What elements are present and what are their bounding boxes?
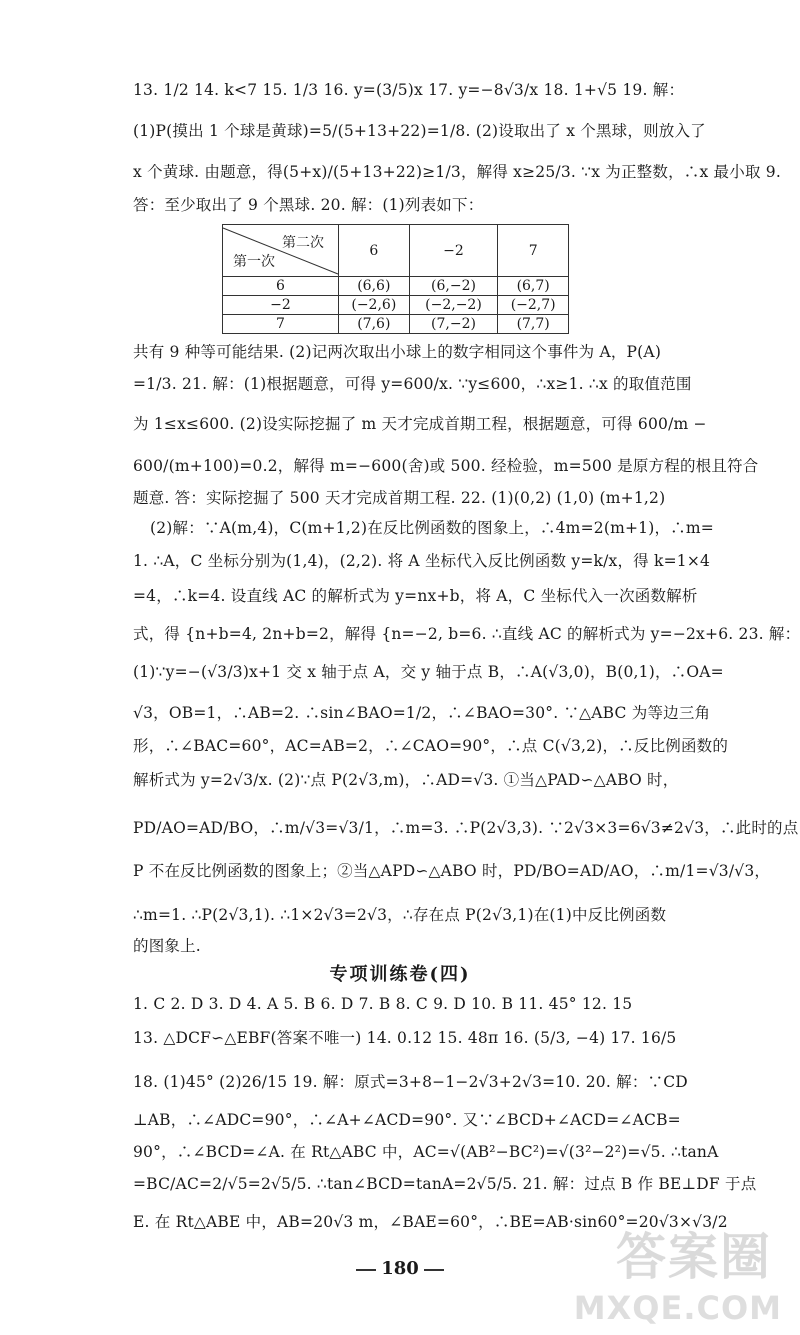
header-first-draw: 第一次 <box>233 253 275 270</box>
table-cell: (6,6) <box>339 277 410 296</box>
table-header-diagonal <box>223 228 338 274</box>
text-line: (1)∵y=−(√3/3)x+1 交 x 轴于点 A，交 y 轴于点 B，∴A(√3,0)，B(0,1)，∴OA= <box>133 663 724 681</box>
table-cell: (6,7) <box>498 277 569 296</box>
text-line: 13. △DCF∽△EBF(答案不唯一) 14. 0.12 15. 48π 16. (5/3, −4) 17. 16/5 <box>133 1029 677 1047</box>
text-line: 解析式为 y=2√3/x. (2)∵点 P(2√3,m)，∴AD=√3. ①当△PAD∽△ABO 时， <box>133 771 679 789</box>
page-number-dash-right <box>424 1269 444 1271</box>
text-line: 形，∴∠BAC=60°，AC=AB=2，∴∠CAO=90°，∴点 C(√3,2)，∴反比例函数的 <box>133 737 729 755</box>
page-number: 180 <box>381 1258 419 1279</box>
text-line: (1)P(摸出 1 个球是黄球)=5/(5+13+22)=1/8. (2)设取出了 x 个黑球，则放入了 <box>133 122 706 140</box>
text-line: 1. ∴A，C 坐标分别为(1,4)，(2,2). 将 A 坐标代入反比例函数 y=k/x，得 k=1×4 <box>133 552 711 570</box>
text-line: (2)解：∵A(m,4)，C(m+1,2)在反比例函数的图象上，∴4m=2(m+1)，∴m= <box>150 519 714 537</box>
table-cell: (−2,7) <box>498 296 569 315</box>
table-row <box>223 315 569 334</box>
text-line: 题意. 答：实际挖掘了 500 天才完成首期工程. 22. (1)(0,2) (1,0) (m+1,2) <box>133 489 666 507</box>
header-second-draw: 第二次 <box>282 234 324 251</box>
table-cell: (7,−2) <box>409 315 498 334</box>
text-line: =BC/AC=2/√5=2√5/5. ∴tan∠BCD=tanA=2√5/5. 21. 解：过点 B 作 BE⊥DF 于点 <box>133 1175 757 1193</box>
text-line: P 不在反比例函数的图象上；②当△APD∽△ABO 时，PD/BO=AD/AO，∴m/1=√3/√3， <box>133 862 771 880</box>
table-row <box>223 296 569 315</box>
outcome-table <box>222 224 569 334</box>
text-line: √3，OB=1，∴AB=2. ∴sin∠BAO=1/2，∴∠BAO=30°. ∵△ABC 为等边三角 <box>133 704 711 722</box>
text-line: 13. 1/2 14. k<7 15. 1/3 16. y=(3/5)x 17. y=−8√3/x 18. 1+√5 19. 解： <box>133 81 685 99</box>
text-line: =4，∴k=4. 设直线 AC 的解析式为 y=nx+b，将 A，C 坐标代入一次函数解析 <box>133 587 698 605</box>
section-title: 专项训练卷(四) <box>329 964 471 985</box>
table-cell: (7,7) <box>498 315 569 334</box>
table-cell: (7,6) <box>339 315 410 334</box>
watermark-logo: 答案圈 <box>616 1228 772 1286</box>
text-line: ⊥AB，∴∠ADC=90°，∴∠A+∠ACD=90°. 又∵∠BCD+∠ACD=∠ACB= <box>133 1111 681 1129</box>
text-line: ∴m=1. ∴P(2√3,1). ∴1×2√3=2√3，∴存在点 P(2√3,1)在(1)中反比例函数 <box>133 906 667 924</box>
text-line: 共有 9 种等可能结果. (2)记两次取出小球上的数字相同这个事件为 A，P(A) <box>133 343 662 361</box>
text-line: 600/(m+100)=0.2，解得 m=−600(舍)或 500. 经检验，m=500 是原方程的根且符合 <box>133 457 759 475</box>
table-cell: (−2,−2) <box>409 296 498 315</box>
table-cell: (6,−2) <box>409 277 498 296</box>
watermark <box>560 1217 790 1327</box>
column-head: 6 <box>339 225 410 277</box>
row-head: 7 <box>223 315 339 334</box>
text-line: PD/AO=AD/BO，∴m/√3=√3/1，∴m=3. ∴P(2√3,3). ∵2√3×3=6√3≠2√3，∴此时的点 <box>133 819 799 837</box>
row-head: −2 <box>223 296 339 315</box>
text-line: 的图象上. <box>133 937 201 955</box>
table-cell: (−2,6) <box>339 296 410 315</box>
watermark-url: MXQE.COM <box>573 1289 782 1327</box>
column-head: 7 <box>498 225 569 277</box>
column-head: −2 <box>409 225 498 277</box>
row-head: 6 <box>223 277 339 296</box>
text-line: 答：至少取出了 9 个黑球. 20. 解：(1)列表如下： <box>133 196 484 214</box>
text-line: E. 在 Rt△ABE 中，AB=20√3 m，∠BAE=60°，∴BE=AB·sin60°=20√3×√3/2 <box>133 1213 728 1231</box>
text-line: 90°，∴∠BCD=∠A. 在 Rt△ABC 中，AC=√(AB²−BC²)=√(3²−2²)=√5. ∴tanA <box>133 1143 719 1161</box>
text-line: 式，得 {n+b=4, 2n+b=2，解得 {n=−2, b=6. ∴直线 AC 的解析式为 y=−2x+6. 23. 解： <box>133 625 800 643</box>
text-line: 18. (1)45° (2)26/15 19. 解：原式=3+8−1−2√3+2√3=10. 20. 解：∵CD <box>133 1073 688 1091</box>
text-line: x 个黄球. 由题意，得(5+x)/(5+13+22)≥1/3，解得 x≥25/3. ∵x 为正整数，∴x 最小取 9. <box>133 163 781 181</box>
text-line: 1. C 2. D 3. D 4. A 5. B 6. D 7. B 8. C 9. D 10. B 11. 45° 12. 15 <box>133 995 633 1013</box>
table-row <box>223 277 569 296</box>
text-line: 为 1≤x≤600. (2)设实际挖掘了 m 天才完成首期工程，根据题意，可得 600/m − <box>133 415 707 433</box>
text-line: =1/3. 21. 解：(1)根据题意，可得 y=600/x. ∵y≤600，∴x≥1. ∴x 的取值范围 <box>133 375 692 393</box>
